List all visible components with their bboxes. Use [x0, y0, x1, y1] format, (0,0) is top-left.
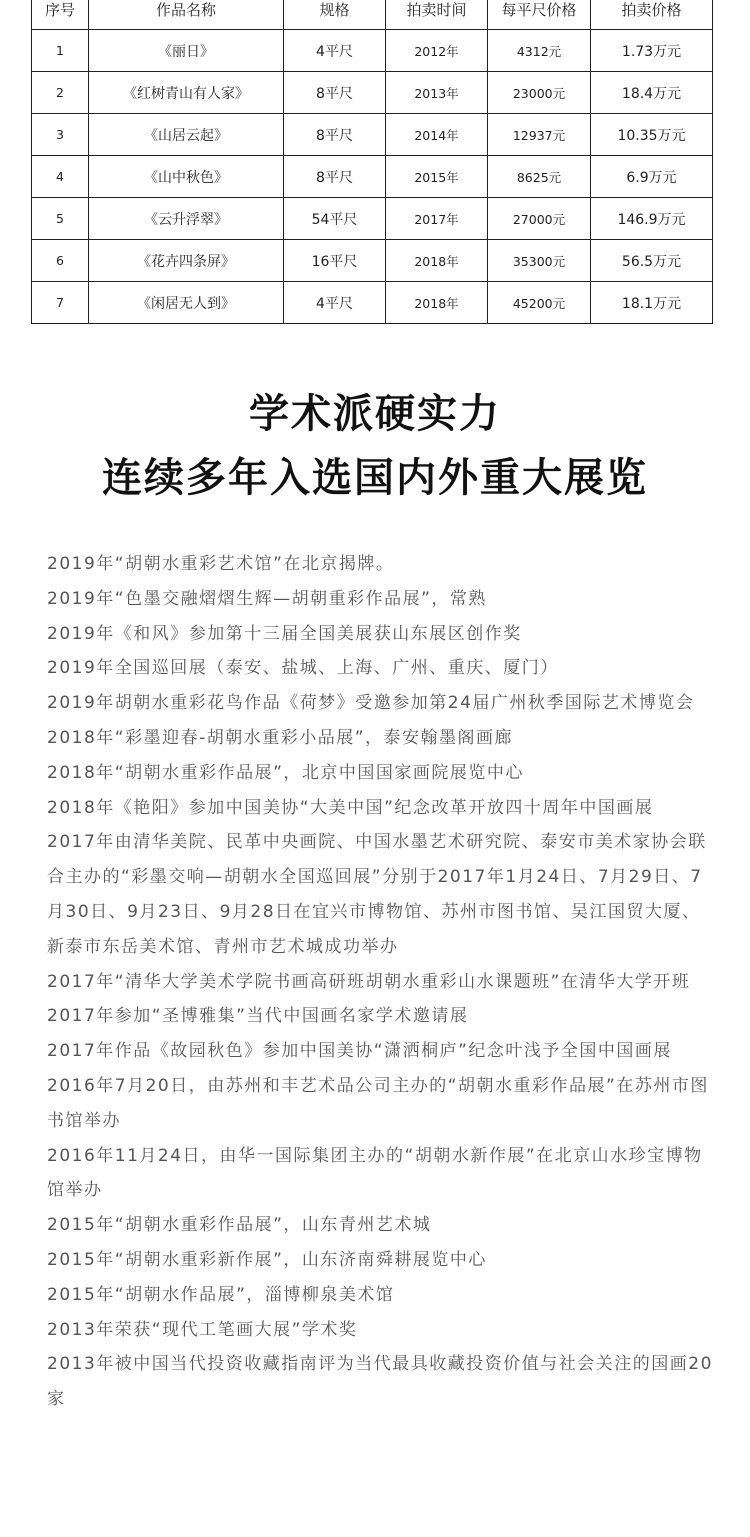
col-header-size: 规格: [284, 0, 386, 30]
list-item: 2019年“色墨交融熠熠生辉—胡朝重彩作品展”，常熟: [47, 588, 487, 609]
cell-size: 8平尺: [284, 114, 386, 156]
list-item: 2018年“彩墨迎春-胡朝水重彩小品展”，泰安翰墨阁画廊: [47, 727, 514, 748]
list-item: 2017年参加“圣博雅集”当代中国画名家学术邀请展: [47, 1006, 469, 1027]
col-header-date: 拍卖时间: [386, 0, 488, 30]
list-item: 2016年11月24日，由华一国际集团主办的“胡朝水新作展”在北京山水珍宝博物馆举办: [47, 1145, 703, 1201]
cell-title: 《花卉四条屏》: [89, 240, 284, 282]
cell-size: 4平尺: [284, 30, 386, 72]
list-item: 2015年“胡朝水重彩新作展”，山东济南舜耕展览中心: [47, 1249, 487, 1270]
list-item: 2017年“清华大学美术学院书画高研班胡朝水重彩山水课题班”在清华大学开班: [47, 971, 691, 992]
cell-price: 18.1万元: [591, 282, 713, 324]
cell-price: 1.73万元: [591, 30, 713, 72]
cell-date: 2018年: [386, 282, 488, 324]
table-row: [32, 72, 713, 114]
cell-date: 2013年: [386, 72, 488, 114]
cell-index: 5: [32, 198, 89, 240]
cell-price: 56.5万元: [591, 240, 713, 282]
cell-index: 1: [32, 30, 89, 72]
list-item: 2015年“胡朝水重彩作品展”，山东青州艺术城: [47, 1215, 432, 1236]
cell-size: 16平尺: [284, 240, 386, 282]
cell-date: 2018年: [386, 240, 488, 282]
table-header-row: [32, 0, 713, 30]
cell-date: 2012年: [386, 30, 488, 72]
cell-index: 7: [32, 282, 89, 324]
cell-unit-price: 27000元: [488, 198, 591, 240]
cell-size: 8平尺: [284, 72, 386, 114]
table-row: [32, 282, 713, 324]
section-heading-primary: 学术派硬实力: [249, 391, 501, 437]
cell-price: 6.9万元: [591, 156, 713, 198]
list-item: 2019年全国巡回展（泰安、盐城、上海、广州、重庆、厦门）: [47, 658, 559, 679]
list-item: 2015年“胡朝水作品展”，淄博柳泉美术馆: [47, 1284, 395, 1305]
section-heading-secondary: 连续多年入选国内外重大展览: [102, 455, 648, 501]
list-item: 2017年由清华美院、民革中央画院、中国水墨艺术研究院、泰安市美术家协会联合主办的“彩墨交响—胡朝水全国巡回展”分别于2017年1月24日、7月29日、7月30日、9月23日、9月28日在宜兴市博物馆、苏州市图书馆、吴江国贸大厦、新泰市东岳美术馆、青州市艺术城成功举办: [47, 832, 707, 957]
col-header-price: 拍卖价格: [591, 0, 713, 30]
list-item: 2018年“胡朝水重彩作品展”，北京中国国家画院展览中心: [47, 762, 524, 783]
list-item: 2016年7月20日，由苏州和丰艺术品公司主办的“胡朝水重彩作品展”在苏州市图书馆举办: [47, 1075, 709, 1131]
cell-title: 《云升浮翠》: [89, 198, 284, 240]
auction-table: [31, 0, 713, 324]
table-row: [32, 156, 713, 198]
list-item: 2019年“胡朝水重彩艺术馆”在北京揭牌。: [47, 554, 395, 574]
cell-title: 《山居云起》: [89, 114, 284, 156]
cell-date: 2015年: [386, 156, 488, 198]
cell-title: 《闲居无人到》: [89, 282, 284, 324]
cell-index: 6: [32, 240, 89, 282]
cell-title: 《山中秋色》: [89, 156, 284, 198]
col-header-unit-price: 每平尺价格: [488, 0, 591, 30]
cell-price: 18.4万元: [591, 72, 713, 114]
cell-date: 2017年: [386, 198, 488, 240]
list-item: 2018年《艳阳》参加中国美协“大美中国”纪念改革开放四十周年中国画展: [47, 797, 654, 818]
cell-index: 3: [32, 114, 89, 156]
cell-unit-price: 8625元: [488, 156, 591, 198]
table-row: [32, 30, 713, 72]
cell-unit-price: 23000元: [488, 72, 591, 114]
cell-unit-price: 4312元: [488, 30, 591, 72]
table-row: [32, 114, 713, 156]
cell-date: 2014年: [386, 114, 488, 156]
list-item: 2019年胡朝水重彩花鸟作品《荷梦》受邀参加第24届广州秋季国际艺术博览会: [47, 693, 695, 714]
list-item: 2019年《和风》参加第十三届全国美展获山东展区创作奖: [47, 623, 522, 644]
list-item: 2013年被中国当代投资收藏指南评为当代最具收藏投资价值与社会关注的国画20家: [47, 1354, 713, 1410]
list-item: 2017年作品《故园秋色》参加中国美协“潇洒桐庐”纪念叶浅予全国中国画展: [47, 1041, 672, 1062]
cell-size: 4平尺: [284, 282, 386, 324]
col-header-index: 序号: [32, 0, 89, 30]
cell-price: 10.35万元: [591, 114, 713, 156]
cell-title: 《红树青山有人家》: [89, 72, 284, 114]
list-item: 2013年荣获“现代工笔画大展”学术奖: [47, 1319, 358, 1340]
table-row: [32, 198, 713, 240]
cell-unit-price: 45200元: [488, 282, 591, 324]
cell-size: 8平尺: [284, 156, 386, 198]
cell-index: 2: [32, 72, 89, 114]
cell-unit-price: 12937元: [488, 114, 591, 156]
cell-title: 《丽日》: [89, 30, 284, 72]
cell-size: 54平尺: [284, 198, 386, 240]
exhibition-list: [47, 547, 719, 1417]
col-header-title: 作品名称: [89, 0, 284, 30]
table-row: [32, 240, 713, 282]
cell-unit-price: 35300元: [488, 240, 591, 282]
cell-price: 146.9万元: [591, 198, 713, 240]
cell-index: 4: [32, 156, 89, 198]
